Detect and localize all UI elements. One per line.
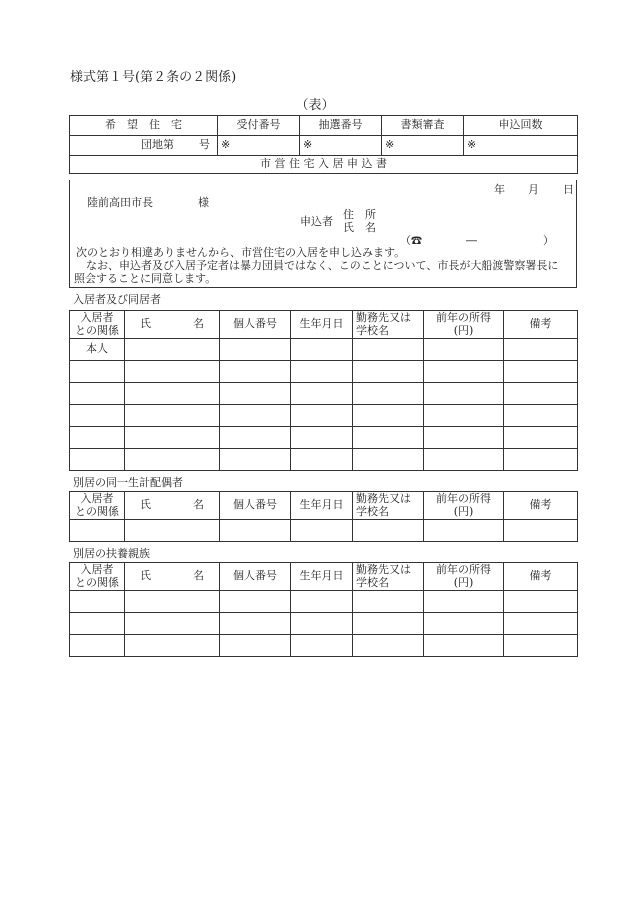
table-row bbox=[70, 405, 578, 427]
input-cell[interactable] bbox=[353, 383, 424, 405]
col-id-number: 個人番号 bbox=[220, 311, 291, 339]
input-cell[interactable] bbox=[504, 591, 578, 613]
col-id-number: 個人番号 bbox=[220, 563, 291, 591]
dependents-table bbox=[69, 562, 578, 657]
input-cell[interactable] bbox=[70, 449, 125, 471]
input-cell[interactable] bbox=[353, 361, 424, 383]
input-cell[interactable] bbox=[125, 383, 220, 405]
input-cell[interactable] bbox=[291, 339, 353, 361]
input-cell[interactable] bbox=[220, 591, 291, 613]
name-label[interactable]: 氏 名 bbox=[343, 221, 376, 234]
input-cell[interactable] bbox=[291, 383, 353, 405]
input-cell[interactable] bbox=[353, 449, 424, 471]
table-row bbox=[70, 591, 578, 613]
table-row bbox=[70, 427, 578, 449]
side-label: （表） bbox=[295, 98, 335, 113]
input-cell[interactable] bbox=[353, 520, 424, 542]
col-remarks: 備考 bbox=[504, 492, 578, 520]
section-label-dependents: 別居の扶養親族 bbox=[73, 547, 150, 560]
table-row bbox=[70, 449, 578, 471]
application-count-cell bbox=[464, 136, 578, 156]
section-label-residents: 入居者及び同居者 bbox=[73, 293, 161, 306]
input-cell[interactable] bbox=[424, 613, 504, 635]
input-cell[interactable] bbox=[353, 339, 424, 361]
mark: ※ bbox=[385, 138, 395, 152]
header-application-count: 申込回数 bbox=[464, 116, 578, 136]
input-cell[interactable] bbox=[424, 449, 504, 471]
table-row bbox=[70, 520, 578, 542]
input-cell[interactable] bbox=[504, 427, 578, 449]
input-cell[interactable] bbox=[70, 591, 125, 613]
input-cell[interactable] bbox=[504, 405, 578, 427]
input-cell[interactable] bbox=[125, 449, 220, 471]
col-remarks: 備考 bbox=[504, 563, 578, 591]
col-workplace: 勤務先又は 学校名 bbox=[353, 311, 424, 339]
header-reception-number: 受付番号 bbox=[218, 116, 300, 136]
table-row bbox=[70, 383, 578, 405]
input-cell[interactable] bbox=[125, 339, 220, 361]
date-year[interactable]: 年 bbox=[494, 183, 505, 196]
input-cell[interactable] bbox=[353, 591, 424, 613]
addressee: 陸前高田市長 bbox=[87, 196, 153, 209]
input-cell[interactable] bbox=[504, 361, 578, 383]
application-box bbox=[69, 180, 577, 288]
header-document-review: 書類審査 bbox=[382, 116, 464, 136]
col-birthdate: 生年月日 bbox=[291, 563, 353, 591]
statement-line-2: なお、申込者及び入居予定者は暴力団員ではなく、このことについて、市長が大船渡警察署長に bbox=[86, 259, 559, 272]
input-cell[interactable] bbox=[504, 449, 578, 471]
table-row bbox=[70, 361, 578, 383]
input-cell[interactable] bbox=[70, 520, 125, 542]
input-cell[interactable] bbox=[70, 635, 125, 657]
input-cell[interactable] bbox=[220, 449, 291, 471]
input-cell[interactable] bbox=[125, 613, 220, 635]
table-row bbox=[70, 635, 578, 657]
relation-cell-self: 本人 bbox=[70, 339, 125, 361]
input-cell[interactable] bbox=[70, 405, 125, 427]
form-title: 様式第１号(第２条の２関係) bbox=[70, 70, 237, 85]
input-cell[interactable] bbox=[220, 427, 291, 449]
phone-field[interactable]: （☎ ― ） bbox=[400, 234, 554, 247]
col-name: 氏 名 bbox=[125, 492, 220, 520]
input-cell[interactable] bbox=[125, 405, 220, 427]
input-cell[interactable] bbox=[125, 591, 220, 613]
input-cell[interactable] bbox=[70, 613, 125, 635]
input-cell[interactable] bbox=[353, 427, 424, 449]
input-cell[interactable] bbox=[125, 520, 220, 542]
input-cell[interactable] bbox=[70, 383, 125, 405]
residents-table bbox=[69, 310, 578, 471]
input-cell[interactable] bbox=[504, 613, 578, 635]
col-income: 前年の所得 (円) bbox=[424, 492, 504, 520]
col-workplace: 勤務先又は 学校名 bbox=[353, 563, 424, 591]
col-name: 氏 名 bbox=[125, 311, 220, 339]
input-cell[interactable] bbox=[504, 520, 578, 542]
col-birthdate: 生年月日 bbox=[291, 492, 353, 520]
document-review-cell bbox=[382, 136, 464, 156]
input-cell[interactable] bbox=[220, 339, 291, 361]
col-birthdate: 生年月日 bbox=[291, 311, 353, 339]
input-cell[interactable] bbox=[353, 613, 424, 635]
input-cell[interactable] bbox=[291, 449, 353, 471]
spouse-table bbox=[69, 491, 578, 542]
input-cell[interactable] bbox=[70, 427, 125, 449]
input-cell[interactable] bbox=[353, 635, 424, 657]
input-cell[interactable] bbox=[424, 339, 504, 361]
input-cell[interactable] bbox=[291, 635, 353, 657]
reception-number-cell bbox=[218, 136, 300, 156]
input-cell[interactable] bbox=[291, 520, 353, 542]
input-cell[interactable] bbox=[220, 361, 291, 383]
col-relation: 入居者 との関係 bbox=[70, 563, 125, 591]
header-desired-housing: 希 望 住 宅 bbox=[70, 116, 218, 136]
input-cell[interactable] bbox=[125, 361, 220, 383]
input-cell[interactable] bbox=[291, 405, 353, 427]
input-cell[interactable] bbox=[504, 635, 578, 657]
input-cell[interactable] bbox=[70, 361, 125, 383]
col-name: 氏 名 bbox=[125, 563, 220, 591]
input-cell[interactable] bbox=[125, 427, 220, 449]
table-row bbox=[70, 339, 578, 361]
statement-line-1: 次のとおり相違ありませんから、市営住宅の入居を申し込みます。 bbox=[76, 246, 406, 259]
section-label-spouse: 別居の同一生計配偶者 bbox=[73, 476, 183, 489]
col-workplace: 勤務先又は 学校名 bbox=[353, 492, 424, 520]
input-cell[interactable] bbox=[220, 613, 291, 635]
header-table bbox=[69, 115, 578, 174]
input-cell[interactable] bbox=[220, 635, 291, 657]
table-row bbox=[70, 613, 578, 635]
input-cell[interactable] bbox=[291, 613, 353, 635]
col-id-number: 個人番号 bbox=[220, 492, 291, 520]
input-cell[interactable] bbox=[125, 635, 220, 657]
input-cell[interactable] bbox=[220, 405, 291, 427]
input-cell[interactable] bbox=[424, 405, 504, 427]
input-cell[interactable] bbox=[424, 383, 504, 405]
date-month[interactable]: 月 bbox=[528, 183, 539, 196]
input-cell[interactable] bbox=[424, 591, 504, 613]
application-title: 市 営 住 宅 入 居 申 込 書 bbox=[70, 156, 578, 174]
address-label[interactable]: 住 所 bbox=[343, 208, 376, 221]
input-cell[interactable] bbox=[291, 427, 353, 449]
input-cell[interactable] bbox=[424, 427, 504, 449]
date-day[interactable]: 日 bbox=[563, 183, 574, 196]
input-cell[interactable] bbox=[220, 383, 291, 405]
mark: ※ bbox=[303, 138, 313, 152]
col-income: 前年の所得 (円) bbox=[424, 563, 504, 591]
applicant-label: 申込者 bbox=[300, 215, 333, 228]
input-cell[interactable] bbox=[504, 383, 578, 405]
danchi-label: 団地第 bbox=[141, 138, 174, 152]
input-cell[interactable] bbox=[353, 405, 424, 427]
col-income: 前年の所得 (円) bbox=[424, 311, 504, 339]
mark: ※ bbox=[467, 138, 477, 152]
input-cell[interactable] bbox=[504, 339, 578, 361]
header-lottery-number: 抽選番号 bbox=[300, 116, 382, 136]
input-cell[interactable] bbox=[424, 635, 504, 657]
addressee-honorific: 様 bbox=[198, 196, 209, 209]
input-cell[interactable] bbox=[291, 361, 353, 383]
input-cell[interactable] bbox=[424, 361, 504, 383]
col-remarks: 備考 bbox=[504, 311, 578, 339]
go-label: 号 bbox=[199, 138, 210, 152]
input-cell[interactable] bbox=[220, 520, 291, 542]
lottery-number-cell bbox=[300, 136, 382, 156]
col-relation: 入居者 との関係 bbox=[70, 311, 125, 339]
col-relation: 入居者 との関係 bbox=[70, 492, 125, 520]
input-cell[interactable] bbox=[291, 591, 353, 613]
danchi-field[interactable] bbox=[70, 136, 218, 156]
input-cell[interactable] bbox=[424, 520, 504, 542]
mark: ※ bbox=[221, 138, 231, 152]
statement-line-3: 照会することに同意します。 bbox=[74, 272, 217, 285]
